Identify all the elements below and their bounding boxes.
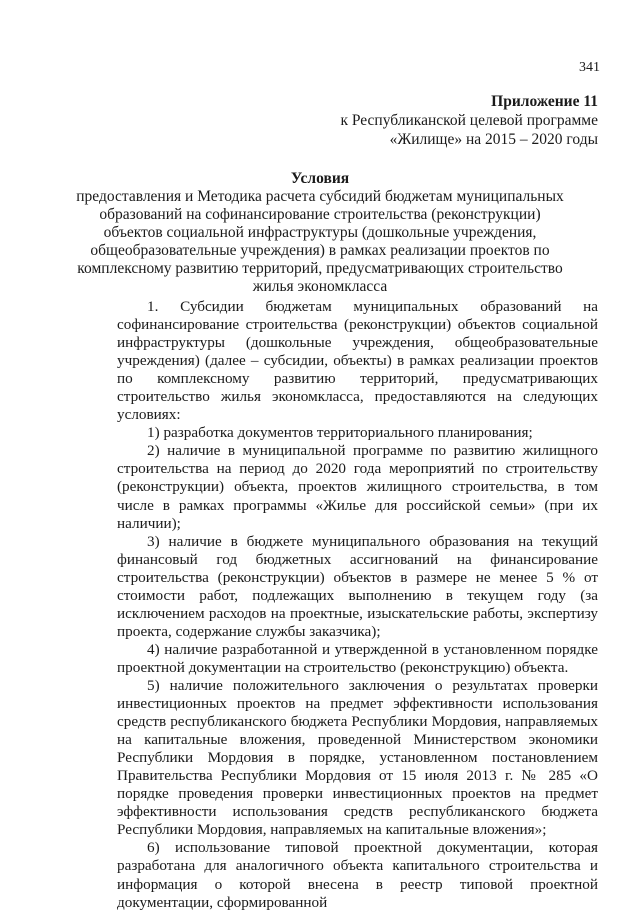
document-heading (70, 170, 570, 296)
appendix-header (200, 92, 598, 149)
appendix-line-1: к Республиканской целевой программе (340, 112, 598, 129)
paragraph-condition-2: 2) наличие в муниципальной программе по развитию жилищного строительства на период до 2020 года мероприятий по строительству (реконструкции) объекта, проектов жилищного строительства, в том числе в рамках программы «Жилье для российской семьи» (при их наличии); (117, 442, 598, 532)
paragraph-condition-6: 6) использование типовой проектной документации, которая разработана для аналогичного объекта капитального строительства и информация о которой внесена в реестр типовой проектной документации, сформированной (117, 839, 598, 911)
appendix-title: Приложение 11 (491, 93, 598, 110)
paragraph-1: 1. Субсидии бюджетам муниципальных образований на софинансирование строительства (реконструкции) объектов социальной инфраструктуры (дошкольные учреждения, общеобразовательные учреждения) (далее – субсидии, объекты) в рамках реализации проектов по комплексному развитию территорий, предусматривающих строительство жилья экономкласса, предоставляются на следующих условиях: (117, 298, 598, 424)
appendix-line-2: «Жилище» на 2015 – 2020 годы (389, 131, 598, 148)
heading-subtitle: предоставления и Методика расчета субсидий бюджетам муниципальных образований на софинансирование строительства (реконструкции) объектов социальной инфраструктуры (дошкольные учреждения, общеобразовательные учреждения) в рамках реализации проектов по комплексному развитию территорий, предусматривающих строительство жилья экономкласса (76, 188, 564, 295)
page-number: 341 (579, 60, 600, 75)
paragraph-condition-4: 4) наличие разработанной и утвержденной в установленном порядке проектной документации на строительство (реконструкцию) объекта. (117, 640, 598, 676)
document-body (117, 298, 598, 912)
heading-title: Условия (290, 170, 350, 187)
paragraph-condition-5: 5) наличие положительного заключения о результатах проверки инвестиционных проектов на предмет эффективности использования средств республиканского бюджета Республики Мордовия, направляемых на капитальные вложения, проведенной Министерством экономики Республики Мордовия в порядке, установленном постановлением Правительства Республики Мордовия от 15 июля 2013 г. № 285 «О порядке проведения проверки инвестиционных проектов на предмет эффективности использования средств республиканского бюджета Республики Мордовия, направляемых на капитальные вложения»; (117, 676, 598, 839)
paragraph-condition-1: 1) разработка документов территориального планирования; (147, 424, 533, 442)
paragraph-condition-3: 3) наличие в бюджете муниципального образования на текущий финансовый год бюджетных ассигнований на финансирование строительства (реконструкции) объектов в размере не менее 5 % от стоимости работ, подлежащих выполнению в текущем году (за исключением расходов на проектные, изыскательские работы, экспертизу проекта, содержание службы заказчика); (117, 532, 598, 640)
